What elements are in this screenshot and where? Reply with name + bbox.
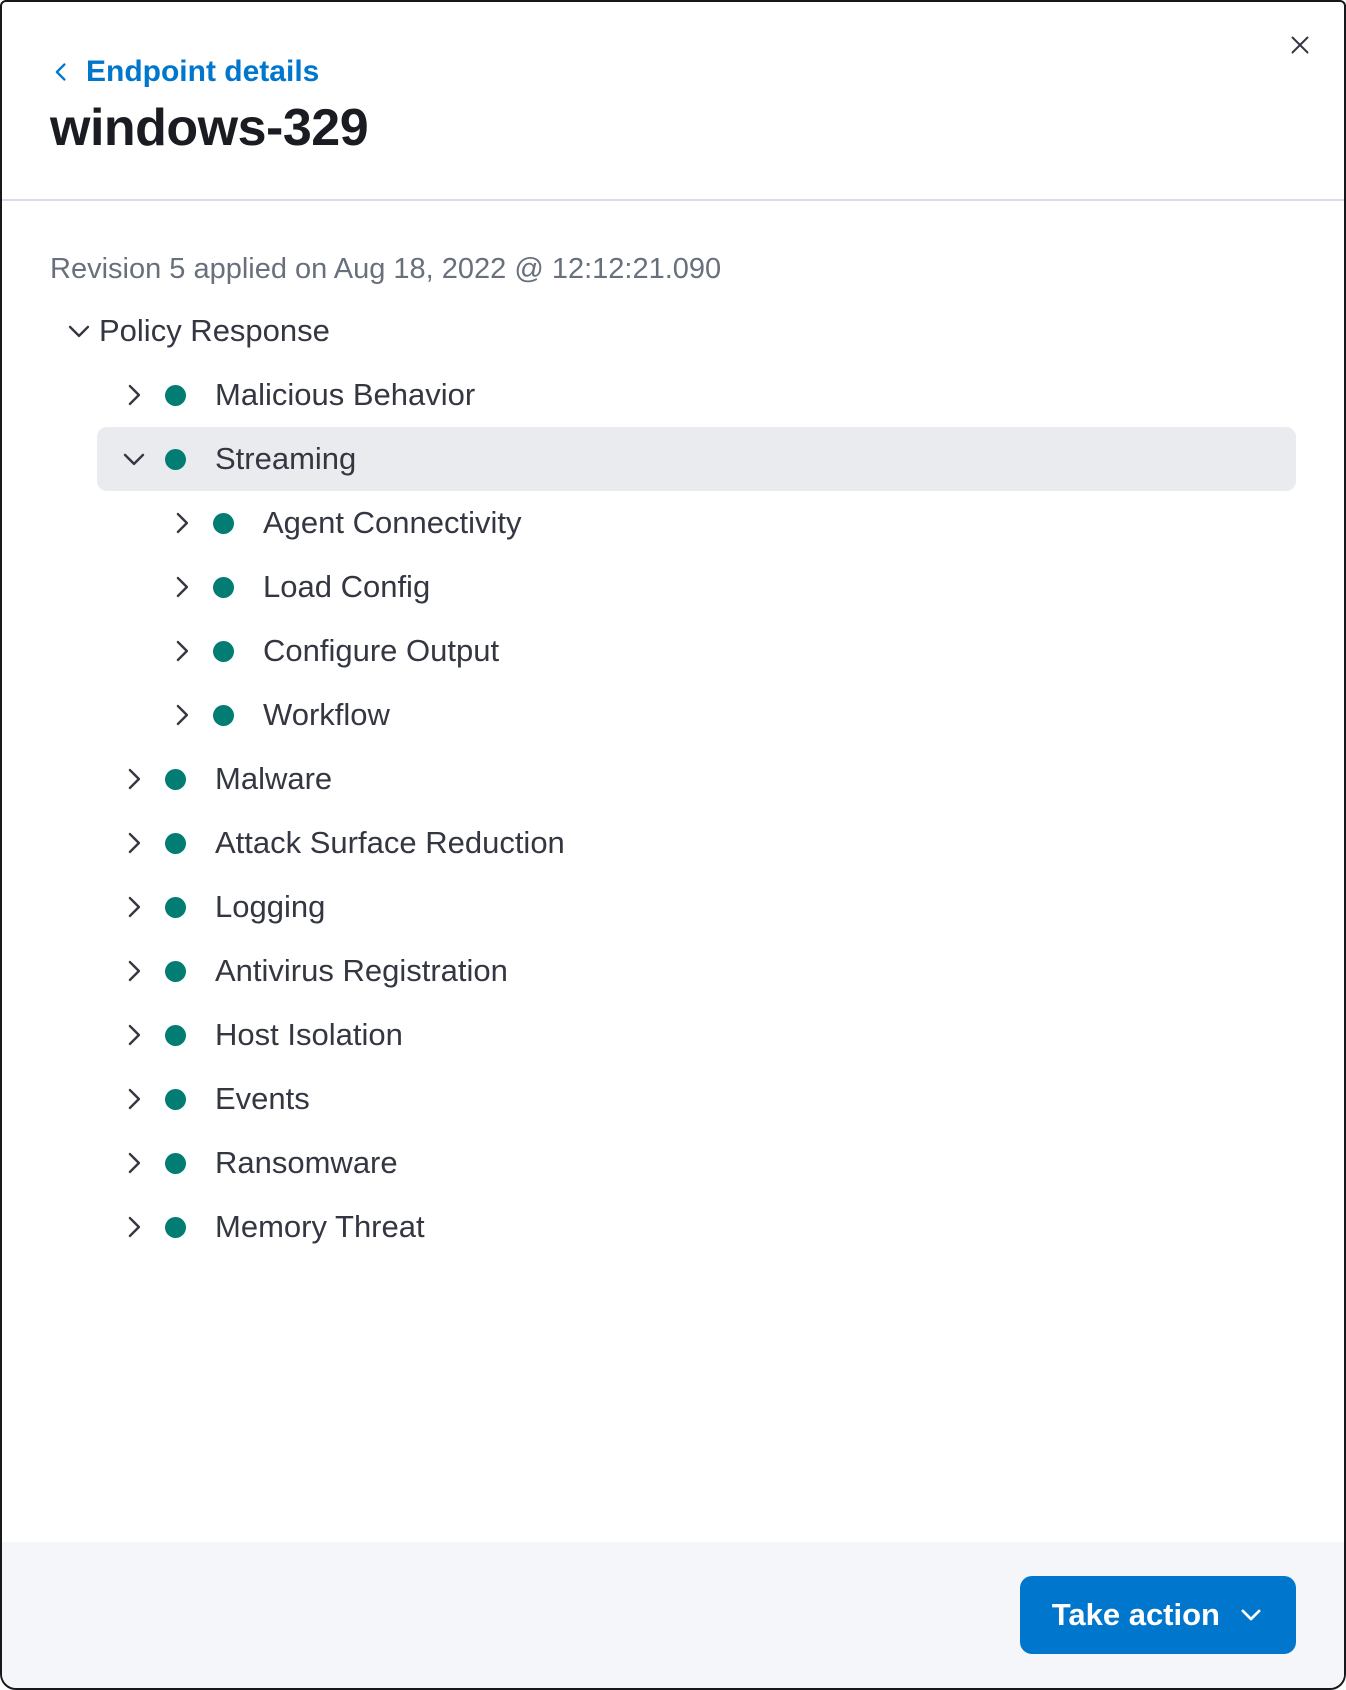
- status-dot: [213, 641, 234, 662]
- tree-item-ransomware[interactable]: [97, 1131, 1296, 1195]
- tree-item-label: Logging: [215, 889, 326, 924]
- tree-item-label: Ransomware: [215, 1145, 398, 1180]
- tree-item-label: Memory Threat: [215, 1209, 425, 1244]
- chevron-right-icon[interactable]: [120, 893, 148, 921]
- status-dot: [213, 577, 234, 598]
- tree-item-label: Host Isolation: [215, 1017, 403, 1052]
- tree-item-agent-connectivity[interactable]: [97, 491, 1296, 555]
- chevron-down-icon: [1238, 1602, 1264, 1628]
- chevron-right-icon[interactable]: [120, 1149, 148, 1177]
- tree-item-host-isolation[interactable]: [97, 1003, 1296, 1067]
- tree-item-label: Antivirus Registration: [215, 953, 508, 988]
- chevron-right-icon[interactable]: [168, 573, 196, 601]
- chevron-right-icon[interactable]: [120, 957, 148, 985]
- flyout-header: [2, 2, 1344, 201]
- chevron-right-icon[interactable]: [120, 1021, 148, 1049]
- policy-response-tree: [50, 299, 1296, 1259]
- back-link-label: Endpoint details: [86, 55, 320, 88]
- tree-item-label: Load Config: [263, 569, 431, 604]
- chevron-right-icon[interactable]: [120, 1085, 148, 1113]
- close-icon: [1288, 33, 1312, 60]
- chevron-right-icon[interactable]: [120, 1213, 148, 1241]
- tree-item-label: Policy Response: [99, 313, 330, 348]
- status-dot: [165, 833, 186, 854]
- flyout-footer: [2, 1542, 1344, 1688]
- status-dot: [165, 1153, 186, 1174]
- chevron-down-icon[interactable]: [65, 317, 93, 345]
- status-dot: [213, 705, 234, 726]
- tree-item-policy-response[interactable]: [50, 299, 1296, 363]
- tree-item-label: Malware: [215, 761, 333, 796]
- status-dot: [165, 1217, 186, 1238]
- tree-item-label: Events: [215, 1081, 310, 1116]
- chevron-right-icon[interactable]: [168, 509, 196, 537]
- status-dot: [165, 1089, 186, 1110]
- tree-item-label: Workflow: [263, 697, 390, 732]
- tree-item-malicious-behavior[interactable]: [97, 363, 1296, 427]
- status-dot: [165, 961, 186, 982]
- tree-item-label: Agent Connectivity: [263, 505, 522, 540]
- tree-item-events[interactable]: [97, 1067, 1296, 1131]
- close-button[interactable]: [1278, 24, 1322, 68]
- flyout-body: [2, 201, 1344, 1259]
- take-action-label: Take action: [1051, 1597, 1220, 1632]
- tree-item-memory-threat[interactable]: [97, 1195, 1296, 1259]
- status-dot: [165, 385, 186, 406]
- tree-item-configure-output[interactable]: [97, 619, 1296, 683]
- chevron-right-icon[interactable]: [168, 701, 196, 729]
- tree-item-attack-surface-reduction[interactable]: [97, 811, 1296, 875]
- tree-item-malware[interactable]: [97, 747, 1296, 811]
- chevron-left-icon: [50, 59, 72, 85]
- take-action-button[interactable]: [1020, 1576, 1296, 1654]
- chevron-right-icon[interactable]: [120, 381, 148, 409]
- tree-item-logging[interactable]: [97, 875, 1296, 939]
- tree-item-label: Streaming: [215, 441, 357, 476]
- page-title: windows-329: [50, 99, 369, 157]
- status-dot: [165, 897, 186, 918]
- tree-item-antivirus-registration[interactable]: [97, 939, 1296, 1003]
- tree-item-workflow[interactable]: [97, 683, 1296, 747]
- tree-item-label: Configure Output: [263, 633, 500, 668]
- chevron-right-icon[interactable]: [120, 829, 148, 857]
- tree-item-load-config[interactable]: [97, 555, 1296, 619]
- back-to-endpoint-details-link[interactable]: [50, 56, 319, 88]
- chevron-right-icon[interactable]: [168, 637, 196, 665]
- status-dot: [165, 1025, 186, 1046]
- chevron-down-icon[interactable]: [120, 445, 148, 473]
- tree-item-label: Malicious Behavior: [215, 377, 476, 412]
- tree-item-streaming[interactable]: [97, 427, 1296, 491]
- chevron-right-icon[interactable]: [120, 765, 148, 793]
- revision-applied-text: Revision 5 applied on Aug 18, 2022 @ 12:12:21.090: [50, 253, 722, 285]
- tree-item-label: Attack Surface Reduction: [215, 825, 565, 860]
- status-dot: [165, 449, 186, 470]
- status-dot: [213, 513, 234, 534]
- status-dot: [165, 769, 186, 790]
